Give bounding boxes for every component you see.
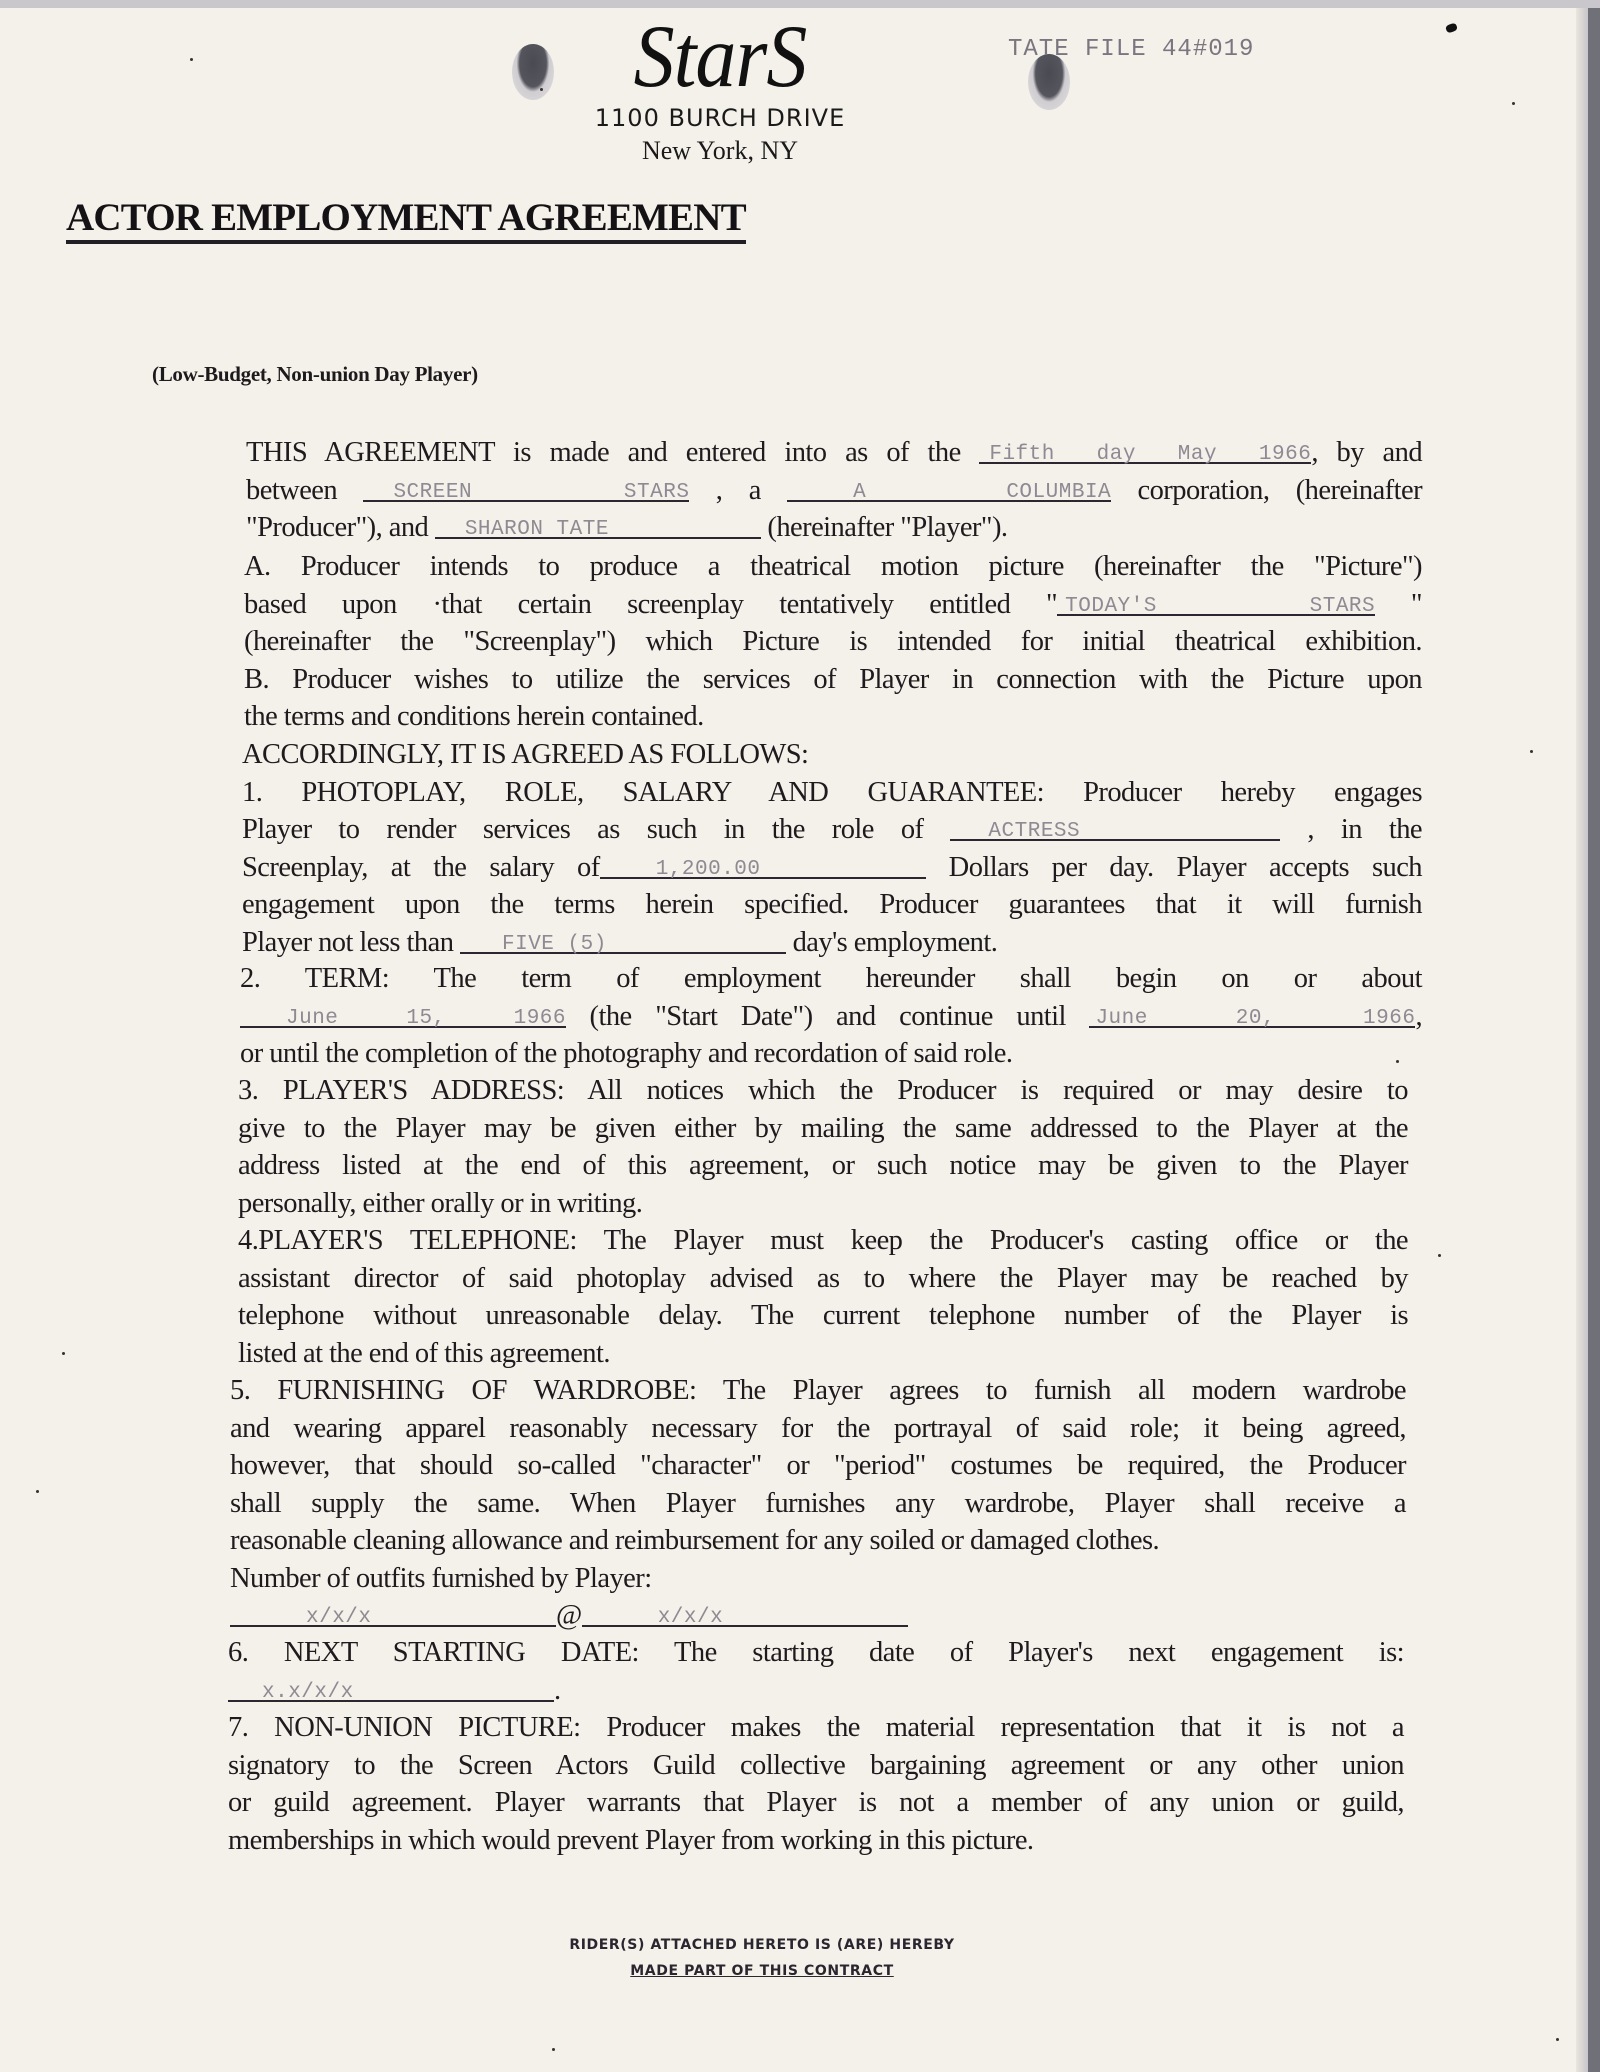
document-title: ACTOR EMPLOYMENT AGREEMENT bbox=[66, 196, 746, 244]
company-city: New York, NY bbox=[641, 136, 798, 165]
section-1-line-3: Screenplay, at the salary of 1,200.00 Dollars per day. Player accepts such bbox=[242, 849, 1422, 887]
agreement-date-field[interactable]: Fifth day May 1966 bbox=[979, 434, 1311, 464]
page-edge-shadow bbox=[1576, 8, 1588, 2072]
rider-stamp: RIDER(S) ATTACHED HERETO IS (ARE) HEREBY MADE PART OF THIS CONTRACT bbox=[569, 1937, 955, 1979]
accordingly-heading: ACCORDINGLY, IT IS AGREED AS FOLLOWS: bbox=[242, 739, 809, 770]
section-2: 2. TERM: The term of employment hereunder shall begin on or about June 15, 1966 (the "Start Date") and continue until June 20, 1966, or until the completion of the photography and recordation of said role. bbox=[240, 963, 1423, 1069]
salary-field[interactable]: 1,200.00 bbox=[600, 849, 926, 879]
outfits-count-field[interactable]: x/x/x bbox=[230, 1597, 556, 1627]
scan-speck bbox=[1396, 1060, 1399, 1063]
intro-line-3: "Producer"), and SHARON TATE (hereinafter "Player"). bbox=[246, 509, 1422, 547]
recitals: A. Producer intends to produce a theatrical motion picture (hereinafter the "Picture") based upon ·that certain screenplay tentatively entitled " TODAY'S STARS " (hereinafter the "Screenplay") which Picture is intended for initial theatrical exhibition. B. Producer wishes to utilize the services of Player in connection with the Picture upon the terms and conditions herein contained. bbox=[244, 551, 1422, 732]
section-5: 5. FURNISHING OF WARDROBE: The Player agrees to furnish all modern wardrobe and wearing apparel reasonably necessary for the portrayal of said role; it being agreed, however, that should so-called "character" or "period" costumes be required, the Producer shall supply the same. When Player furnishes any wardrobe, Player shall receive a reasonable cleaning allowance and reimbursement for any soiled or damaged clothes. Number of outfits furnished by Player: x/x/x @ x/x/x bbox=[230, 1372, 1406, 1635]
scan-speck bbox=[1438, 1254, 1441, 1257]
company-street: 1100 BURCH DRIVE bbox=[594, 104, 846, 132]
section-3-4: 3. PLAYER'S ADDRESS: All notices which the Producer is required or may desire to give to the Player may be given either by mailing the same addressed to the Player at the address listed at the end of this agreement, or such notice may be given to the Player personally, either orally or in writing. 4.PLAYER'S TELEPHONE: The Player must keep the Producer's casting office or the assistant director of said photoplay advised as to where the Player may be reached by telephone without unreasonable delay. The current telephone number of the Player is listed at the end of this agreement. bbox=[238, 1075, 1408, 1369]
outfits-line: x/x/x @ x/x/x bbox=[230, 1597, 1406, 1635]
screenplay-title-field[interactable]: TODAY'S STARS bbox=[1057, 586, 1375, 616]
recital-a-line-2: based upon ·that certain screenplay tentatively entitled " TODAY'S STARS " bbox=[244, 586, 1422, 624]
scan-speck bbox=[1556, 2038, 1559, 2041]
section-1: ACCORDINGLY, IT IS AGREED AS FOLLOWS: 1. PHOTOPLAY, ROLE, SALARY AND GUARANTEE: Producer hereby engages Player to render services as such in the role of ACTRESS , in the Screenplay, at the salary of 1,200.00 Dollars per day. Player accepts such engagement upon the terms herein specified. Producer guarantees that it will furnish Player not less than FIVE (5) day's employment. bbox=[242, 736, 1422, 961]
min-days-field[interactable]: FIVE (5) bbox=[460, 924, 786, 954]
producer-name-field[interactable]: SCREEN STARS bbox=[363, 472, 689, 502]
player-name-field[interactable]: SHARON TATE bbox=[435, 509, 761, 539]
letterhead bbox=[540, 7, 900, 166]
role-field[interactable]: ACTRESS bbox=[950, 811, 1280, 841]
intro-line-2: between SCREEN STARS , a A COLUMBIA corporation, (hereinafter bbox=[246, 472, 1422, 510]
scan-speck bbox=[190, 58, 193, 61]
end-date-field[interactable]: June 20, 1966 bbox=[1089, 998, 1415, 1028]
section-1-line-5: Player not less than FIVE (5) day's employment. bbox=[242, 924, 1422, 962]
intro-paragraph bbox=[246, 434, 1422, 547]
section-2-line-2: June 15, 1966 (the "Start Date") and continue until June 20, 1966, bbox=[240, 998, 1422, 1036]
start-date-field[interactable]: June 15, 1966 bbox=[240, 998, 566, 1028]
scan-speck bbox=[36, 1490, 39, 1493]
scan-speck bbox=[540, 88, 543, 91]
next-start-line: x.x/x/x . bbox=[228, 1672, 1404, 1710]
scan-speck bbox=[552, 2048, 555, 2051]
scan-speck bbox=[1512, 102, 1515, 105]
scan-speck bbox=[1530, 750, 1533, 753]
next-start-date-field[interactable]: x.x/x/x bbox=[228, 1672, 554, 1702]
section-1-line-2: Player to render services as such in the role of ACTRESS , in the bbox=[242, 811, 1422, 849]
company-logo: StarS bbox=[633, 7, 807, 106]
scan-speck bbox=[62, 1352, 65, 1355]
section-6-7: 6. NEXT STARTING DATE: The starting date of Player's next engagement is: x.x/x/x . 7. NON-UNION PICTURE: Producer makes the material representation that it is not a signatory to the Screen Actors Guild collective bargaining agreement or any other union or guild agreement. Player warrants that Player is not a member of any union or guild, memberships in which would prevent Player from working in this picture. bbox=[228, 1637, 1404, 1856]
producer-state-field[interactable]: A COLUMBIA bbox=[787, 472, 1111, 502]
outfits-rate-field[interactable]: x/x/x bbox=[582, 1597, 908, 1627]
intro-line-1: THIS AGREEMENT is made and entered into as of the Fifth day May 1966, by and bbox=[246, 434, 1422, 472]
document-subtitle: (Low-Budget, Non-union Day Player) bbox=[152, 362, 478, 386]
file-stamp: TATE FILE 44#019 bbox=[1008, 36, 1255, 63]
